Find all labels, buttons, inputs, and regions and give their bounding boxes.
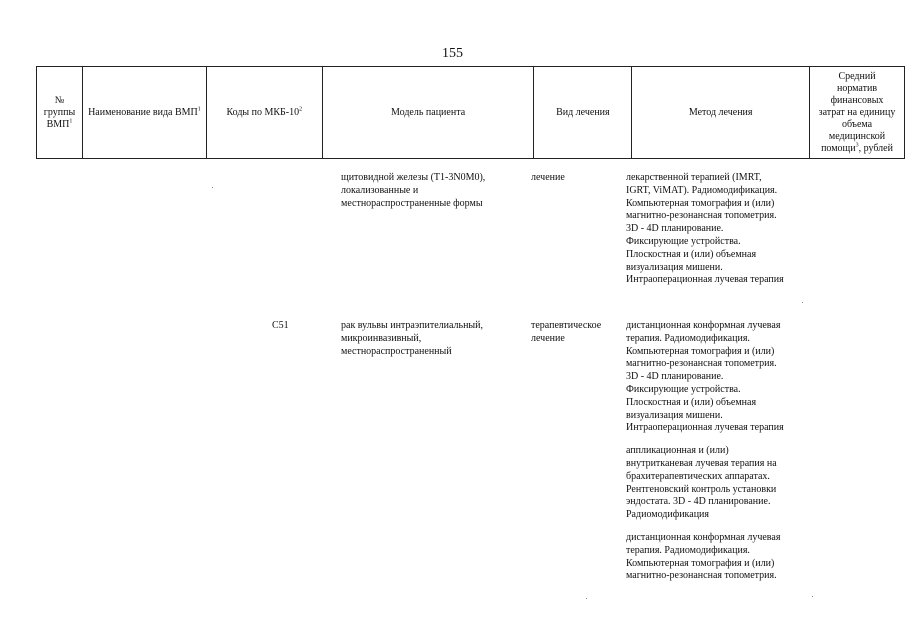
method-line: терапия. Радиомодификация.: [626, 332, 750, 344]
header-treatment-method: [632, 67, 810, 159]
header-line-wrap: [813, 143, 901, 155]
treatment-line: лечение: [531, 332, 565, 344]
header-line-wrap: [210, 107, 319, 119]
header-text-line: Модель пациента: [390, 106, 466, 118]
method-line: 3D - 4D планирование.: [626, 223, 724, 235]
treatment-line: терапевтическое: [531, 320, 602, 331]
method-line: визуализация мишени.: [626, 261, 723, 273]
method-line: лекарственной терапией (IMRT,: [626, 172, 762, 183]
treatment-line: лечение: [531, 172, 565, 183]
header-text-line: норматив: [836, 82, 878, 94]
scan-speck: [812, 596, 813, 597]
footnote-mark: 1: [69, 118, 73, 125]
method-line: IGRT, ViMAT). Радиомодификация.: [626, 184, 778, 196]
model-line: щитовидной железы (T1-3N0M0),: [341, 172, 486, 183]
method-line: магнитно-резонансная топометрия.: [626, 358, 777, 370]
method-block: [626, 532, 784, 583]
row1-treatment-method: [626, 172, 784, 297]
header-suffix: , рублей: [858, 142, 893, 154]
method-line: Компьютерная томография и (или): [626, 345, 775, 357]
header-text-line: ВМП: [46, 118, 70, 130]
page-number: 155: [442, 46, 463, 61]
method-line: Компьютерная томография и (или): [626, 557, 775, 569]
scan-speck: [212, 187, 213, 188]
method-line: Компьютерная томография и (или): [626, 197, 775, 209]
header-treatment-type: [534, 67, 632, 159]
footnote-mark: 3: [855, 142, 859, 149]
header-text-line: Средний: [838, 70, 876, 82]
model-line: рак вульвы интраэпителиальный,: [341, 320, 484, 331]
header-text-line: Вид лечения: [556, 106, 610, 118]
method-line: Радиомодификация: [626, 509, 710, 521]
row2-treatment-method: [626, 320, 784, 593]
method-line: магнитно-резонансная топометрия.: [626, 570, 777, 582]
header-patient-model: [322, 67, 534, 159]
header-group-number: [37, 67, 83, 159]
header-text-line: финансовых: [830, 94, 884, 106]
header-text-line: объема: [841, 118, 873, 130]
header-text-line: Метод лечения: [688, 106, 753, 118]
header-text-line: группы: [43, 106, 76, 118]
scan-speck: [586, 598, 587, 599]
row2-patient-model: [341, 320, 483, 358]
method-block: [626, 320, 784, 435]
method-line: дистанционная конформная лучевая: [626, 320, 781, 331]
model-line: локализованные и: [341, 184, 419, 196]
header-line-wrap: [40, 119, 79, 131]
method-line: 3D - 4D планирование.: [626, 371, 724, 383]
row1-patient-model: [341, 172, 485, 210]
row2-icd-code: C51: [272, 320, 289, 331]
method-line: Плоскостная и (или) объемная: [626, 248, 757, 260]
scan-speck: [802, 302, 803, 303]
footnote-mark: 2: [299, 106, 303, 113]
method-line: аппликационная и (или): [626, 445, 729, 457]
table-header: [36, 66, 905, 159]
method-line: Рентгеновский контроль установки: [626, 483, 777, 495]
header-text-line: помощи: [821, 142, 856, 154]
model-line: микроинвазивный,: [341, 332, 422, 344]
method-line: визуализация мишени.: [626, 409, 723, 421]
method-line: эндостата. 3D - 4D планирование.: [626, 496, 771, 508]
method-line: Фиксирующие устройства.: [626, 383, 741, 395]
method-line: Плоскостная и (или) объемная: [626, 396, 757, 408]
method-block: [626, 445, 784, 522]
header-text-line: медицинской: [828, 130, 886, 142]
method-line: Интраоперационная лучевая терапия: [626, 422, 784, 434]
header-vmp-name: [82, 67, 206, 159]
header-line-wrap: [86, 107, 203, 119]
model-line: местнораспространенный: [341, 345, 452, 357]
row1-treatment-type: [531, 172, 565, 185]
method-line: магнитно-резонансная топометрия.: [626, 210, 777, 222]
header-text-line: Коды по МКБ-10: [226, 106, 300, 118]
method-line: дистанционная конформная лучевая: [626, 531, 781, 543]
header-average-cost: [810, 67, 905, 159]
header-text-line: Наименование вида ВМП: [88, 106, 198, 118]
model-line: местнораспространенные формы: [341, 197, 483, 209]
header-icd-codes: [206, 67, 322, 159]
method-line: Фиксирующие устройства.: [626, 235, 741, 247]
method-line: Интраоперационная лучевая терапия: [626, 274, 784, 286]
footnote-mark: 1: [197, 106, 201, 113]
method-line: терапия. Радиомодификация.: [626, 544, 750, 556]
header-text-line: №: [54, 94, 65, 106]
method-line: брахитерапевтических аппаратах.: [626, 470, 770, 482]
method-block: [626, 172, 784, 287]
header-text-line: затрат на единицу: [818, 106, 896, 118]
row2-treatment-type: [531, 320, 601, 346]
header-row: [37, 67, 905, 159]
method-line: внутритканевая лучевая терапия на: [626, 457, 777, 469]
